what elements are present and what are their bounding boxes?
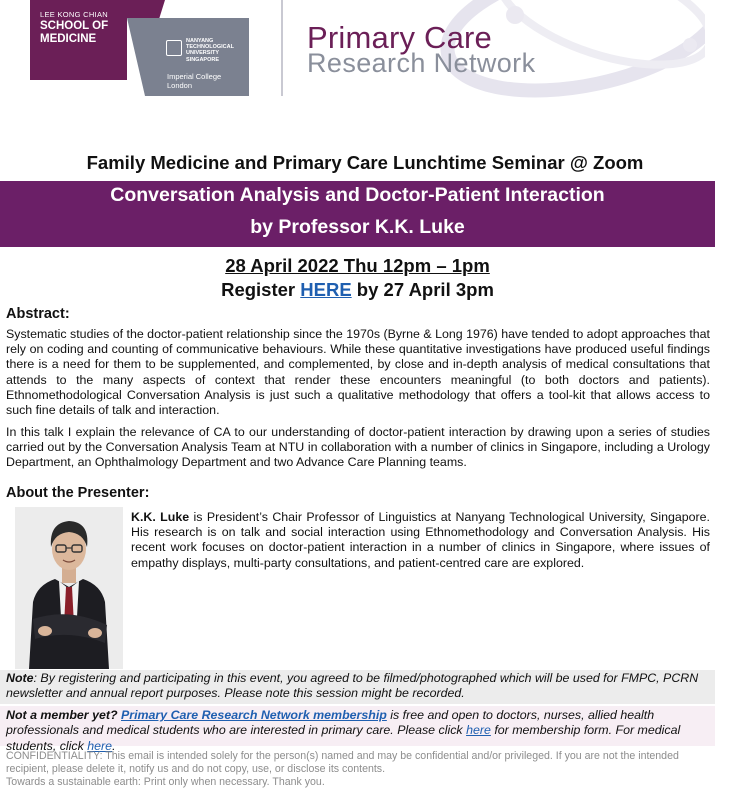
sustainability-notice: Towards a sustainable earth: Print only when necessary. Thank you. <box>6 776 325 788</box>
presenter-portrait-image <box>15 507 123 669</box>
ntu-name <box>186 38 248 63</box>
talk-title: Conversation Analysis and Doctor-Patient Interaction <box>110 184 605 206</box>
register-prefix: Register <box>221 279 301 300</box>
membership-text-3: . <box>112 738 116 753</box>
icl-line2: London <box>167 81 193 90</box>
membership-text-1: is free and open to doctors, nurses, allied health professionals and medical students who are interested in primary care. Please click <box>6 708 655 738</box>
pcrn-title: Primary Care <box>307 20 492 55</box>
abstract-heading: Abstract: <box>6 306 70 322</box>
membership-text-2: for membership form. For medical students, click <box>6 723 681 753</box>
lkc-line2: MEDICINE <box>40 33 97 45</box>
note-label: Note <box>6 671 34 685</box>
register-suffix: by 27 April 3pm <box>351 279 494 300</box>
presenter-photo <box>15 507 123 669</box>
header-divider <box>281 0 283 96</box>
confidentiality-notice: CONFIDENTIALITY: This email is intended solely for the person(s) named and may be confidential and/or privileged. If you are not the intended recipient, please delete it, notify us and do not copy, use, or disclose its contents. <box>6 750 679 775</box>
lkc-line1: SCHOOL OF <box>40 20 109 32</box>
register-line <box>0 279 715 301</box>
confidentiality-footer <box>6 750 710 789</box>
membership-text <box>6 708 710 754</box>
ntu-line4: SINGAPORE <box>186 56 220 63</box>
abstract-paragraph-2: In this talk I explain the relevance of CA to our understanding of doctor-patient interaction by drawing upon a series of studies carried out by the Conversation Analysis Team at NTU in collaboration with a number of clinics in Singapore, including a Urology Department, an Ophthalmology Department and two Advance Care Planning teams. <box>6 425 710 470</box>
presenter-name: K.K. Luke <box>131 510 190 524</box>
pcrn-subtitle: Research Network <box>307 48 536 78</box>
membership-form-link[interactable]: here <box>466 723 491 738</box>
membership-link[interactable]: Primary Care Research Network membership <box>121 708 387 722</box>
lkc-school-text <box>40 20 140 46</box>
header-banner <box>15 0 705 118</box>
presenter-heading: About the Presenter: <box>6 485 150 501</box>
medical-students-link[interactable]: here <box>87 738 113 753</box>
imperial-college-name <box>167 72 237 90</box>
ntu-line2: TECHNOLOGICAL <box>186 44 234 51</box>
presenter-bio <box>131 510 710 571</box>
register-here-link[interactable]: HERE <box>300 279 352 300</box>
presenter-bio-text: is President’s Chair Professor of Linguistics at Nanyang Technological University, Singapore. His research is on talk and social interaction using Ethnomethodology and Conversation Analysis. His recent work focuses on doctor-patient interaction in a number of clinics in Singapore, where issues of empathy displays, multi-party consultations, and patient-centred care are explored. <box>131 510 710 570</box>
note-body: : By registering and participating in this event, you agreed to be filmed/photographed which will be used for FMPC, PCRN newsletter and annual report purposes. Please note this session might be recorded. <box>6 671 699 701</box>
seminar-title: Family Medicine and Primary Care Lunchtime Seminar @ Zoom <box>86 152 644 173</box>
lkc-logo <box>30 0 140 80</box>
ntu-crest-icon <box>166 40 182 56</box>
lkc-small-text: LEE KONG CHIAN <box>40 10 108 19</box>
event-date: 28 April 2022 Thu 12pm – 1pm <box>225 255 490 276</box>
icl-line1: Imperial College <box>167 72 222 81</box>
partner-logo-corner <box>127 18 145 96</box>
talk-speaker: by Professor K.K. Luke <box>250 216 465 238</box>
ntu-line3: UNIVERSITY <box>186 50 220 57</box>
ntu-line1: NANYANG <box>186 38 214 44</box>
note-text <box>6 671 710 702</box>
membership-label: Not a member yet? <box>6 708 118 722</box>
abstract-paragraph-1: Systematic studies of the doctor-patient relationship since the 1970s (Byrne & Long 1976) have tended to adopt approaches that rely on coding and counting of communicative behaviours. While these quantitative investigations have produced useful findings there is a need for them to be supplemented, and complemented, by close and in-depth analysis of medical consultations that attends to the many aspects of context that render these encounters meaningful (to both doctors and patients). Ethnomethodological Conversation Analysis is just such a qualitative methodology that offers a tool-kit that allows access to such fine details of talk and interaction. <box>6 327 710 418</box>
